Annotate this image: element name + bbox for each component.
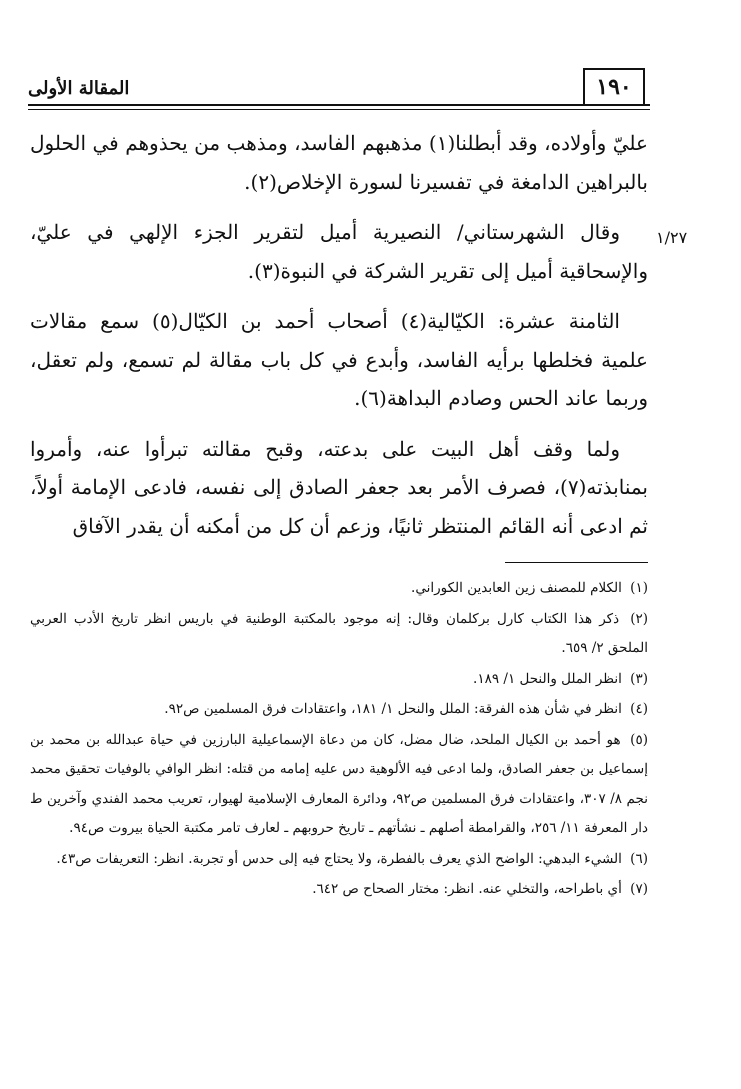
- footnote-number: (٢): [630, 610, 649, 627]
- footnote-text: الشيء البدهي: الواضح الذي يعرف بالفطرة، ولا يحتاج فيه إلى حدس أو تجربة. انظر: التعريفات ص٤٣.: [56, 850, 622, 867]
- footnote-number: (٧): [630, 881, 648, 897]
- footnote-number: (٥): [630, 731, 648, 748]
- footnote: [30, 726, 648, 844]
- footnote-text: أي باطراحه، والتخلي عنه. انظر: مختار الصحاح ص ٦٤٢.: [312, 881, 622, 897]
- paragraph: عليّ وأولاده، وقد أبطلنا(١) مذهبهم الفاسد، ومذهب من يحذوهم في الحلول بالبراهين الدامغة في تفسيرنا لسورة الإخلاص(٢).: [30, 131, 648, 194]
- footnote: [30, 574, 648, 604]
- running-header-title: المقالة الأولى: [28, 78, 130, 99]
- footnote: [30, 665, 648, 695]
- footnote: [30, 605, 648, 664]
- paragraph: ولما وقف أهل البيت على بدعته، وقبح مقالته تبرأوا عنه، وأمروا بمنابذته(٧)، فصرف الأمر بعد جعفر الصادق إلى نفسه، فادعى الإمامة أولاً، ثم ادعى أنه القائم المنتظر ثانيًا، وزعم أن كل من أمكنه أن يقدر الآفاق: [30, 436, 648, 538]
- paragraph: الثامنة عشرة: الكيّالية(٤) أصحاب أحمد بن الكيّال(٥) سمع مقالات علمية فخلطها برأيه الفاسد، وأبدع في كل باب مقالة لم تسمع، ولم تعقل، وربما عاند الحس وصادم البداهة(٦).: [30, 309, 648, 410]
- footnote: [30, 875, 648, 905]
- footnote-separator: [505, 562, 648, 563]
- paragraph: وقال الشهرستاني/ النصيرية أميل لتقرير الجزء الإلهي في عليّ، والإسحاقية أميل إلى تقرير الشركة في النبوة(٣).: [30, 220, 648, 283]
- footnote-number: (٤): [630, 701, 648, 717]
- footnote: [30, 845, 648, 875]
- footnote-text: هو أحمد بن الكيال الملحد، ضال مضل، كان من دعاة الإسماعيلية البارزين في حياة عبدالله بن محمد بن إسماعيل بن جعفر الصادق، ولما ادعى فيه الألوهية دس عليه إمامه من قتله: انظر الوافي بالوفيات تحقيق محمد نجم ٨/ ٣٠٧، واعتقادات فرق المسلمين ص٩٢، ودائرة المعارف الإسلامية لهيوار، تعريب محمد الفندي وآخرين ط دار المعرفة ١١/ ٢٥٦، والقرامطة أصلهم ـ نشأتهم ـ تاريخ حروبهم ـ لعارف تامر مكتبة الحياة بيروت ص٩٤.: [30, 731, 649, 836]
- header-rule-thin: [28, 109, 650, 110]
- footnote-number: (٣): [630, 670, 648, 687]
- footnotes-section: [30, 574, 648, 906]
- page-number: ١٩٠: [583, 68, 645, 104]
- margin-reference: ١/٢٧: [656, 228, 688, 247]
- main-text: [30, 124, 648, 557]
- footnote-number: (١): [630, 580, 648, 596]
- footnote: [30, 695, 648, 725]
- header-rule: [28, 104, 650, 106]
- footnote-text: الكلام للمصنف زين العابدين الكوراني.: [411, 580, 622, 596]
- footnote-text: انظر في شأن هذه الفرقة: الملل والنحل ١/ ١٨١، واعتقادات فرق المسلمين ص٩٢.: [164, 701, 622, 717]
- footnote-text: انظر الملل والنحل ١/ ١٨٩.: [473, 670, 622, 687]
- footnote-text: ذكر هذا الكتاب كارل بركلمان وقال: إنه موجود بالمكتبة الوطنية في باريس انظر تاريخ الأدب العربي الملحق ٢/ ٦٥٩.: [30, 610, 648, 656]
- footnote-number: (٦): [630, 850, 648, 867]
